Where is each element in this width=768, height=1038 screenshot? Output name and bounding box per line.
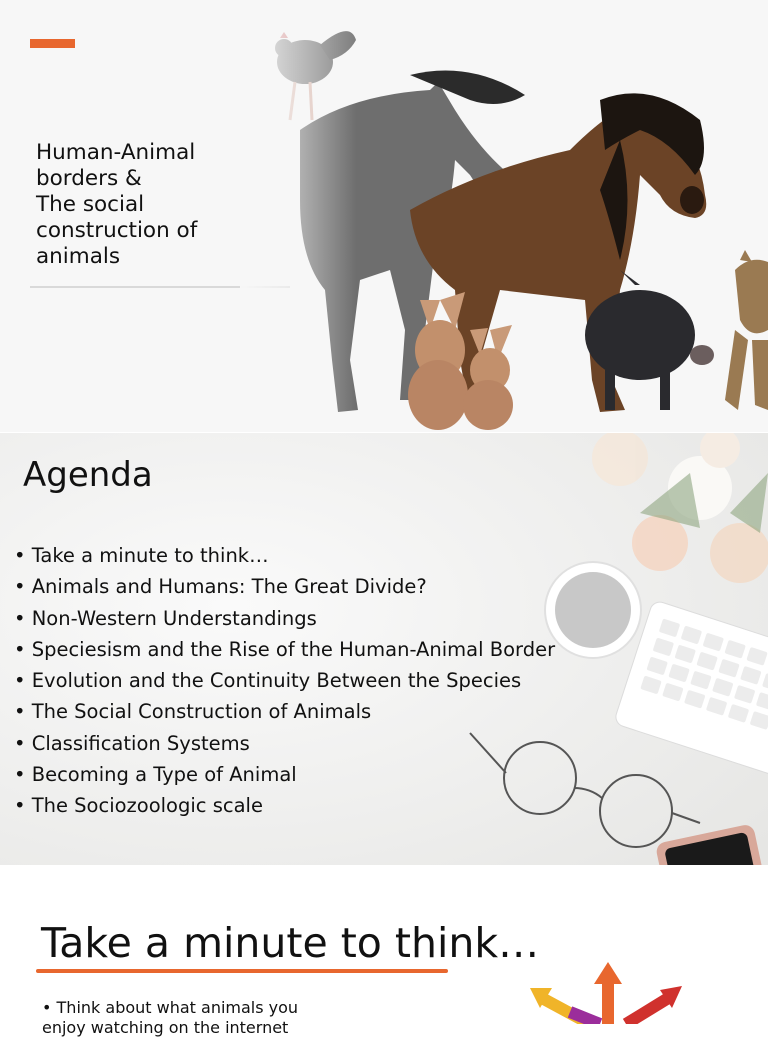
list-item: • Classification Systems xyxy=(14,731,250,755)
think-heading: Take a minute to think… xyxy=(41,919,540,967)
title-line: construction of xyxy=(36,218,198,243)
list-item: • Becoming a Type of Animal xyxy=(14,763,297,787)
heading-underline xyxy=(36,969,448,973)
list-item: • Speciesism and the Rise of the Human-Animal Border xyxy=(14,637,556,661)
slide-title xyxy=(36,140,266,270)
list-item: • Evolution and the Continuity Between the Species xyxy=(14,669,522,693)
arrows-graphic xyxy=(510,962,710,1024)
coffee-cup-image xyxy=(545,562,641,658)
list-item: • The Social Construction of Animals xyxy=(14,700,372,724)
list-item: • Animals and Humans: The Great Divide? xyxy=(14,575,427,599)
title-line: borders & xyxy=(36,166,142,191)
list-item: • Non-Western Understandings xyxy=(14,606,317,630)
agenda-heading: Agenda xyxy=(23,455,153,495)
list-item: • The Sociozoologic scale xyxy=(14,794,263,818)
animals-photo xyxy=(240,0,768,432)
agenda-list xyxy=(14,540,555,822)
title-slide xyxy=(0,0,768,432)
think-bullet: • Think about what animals you enjoy watching on the internet xyxy=(42,998,299,1037)
title-line: Human-Animal xyxy=(36,140,196,165)
accent-bar xyxy=(30,39,75,48)
list-item: • Take a minute to think… xyxy=(14,544,269,567)
title-line: animals xyxy=(36,244,121,269)
title-line: The social xyxy=(36,192,145,217)
